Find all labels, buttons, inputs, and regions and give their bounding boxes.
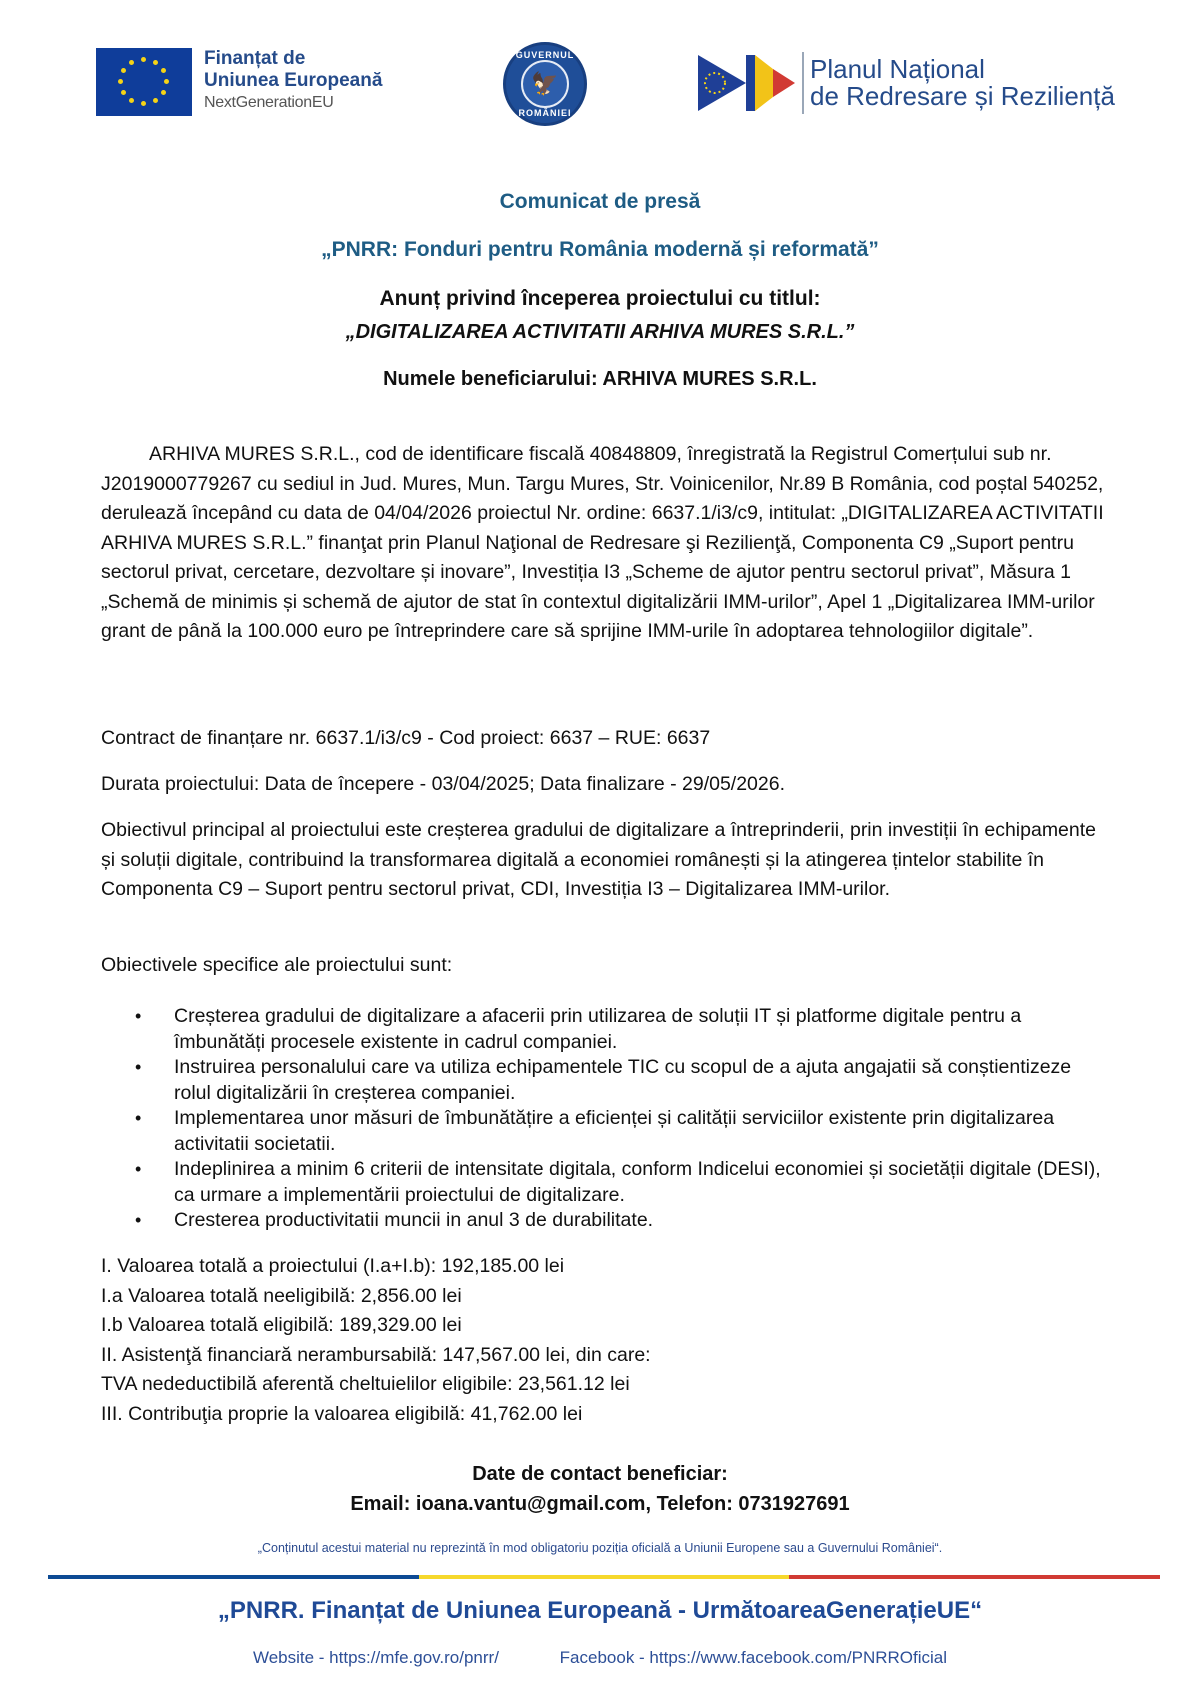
eu-disclaimer: „Conținutul acestui material nu reprezintă în mod obligatoriu poziția oficială a Uniunii Europene sau a Guvernului României“. [257,1541,943,1555]
gov-seal-bottom-text: ROMÂNIEI [518,108,572,118]
tricolor-divider [48,1575,1160,1579]
press-release-heading: Comunicat de presă [499,190,701,213]
footer-slogan: „PNRR. Finanțat de Uniunea Europeană - UrmătoareaGenerațieUE“ [217,1597,983,1624]
contact-heading: Date de contact beneficiar: [472,1463,728,1485]
eu-logo-line1: Finanțat de [204,48,306,69]
gov-seal-top-text: GUVERNUL [515,50,575,60]
website-link[interactable]: Website - https://mfe.gov.ro/pnrr/ [252,1648,499,1667]
total-value-line: I. Valoarea totală a proiectului (I.a+I.b): 192,185.00 lei [101,1255,565,1277]
facebook-link[interactable]: Facebook - https://www.facebook.com/PNRROficial [559,1648,948,1667]
objective-item: • Indeplinirea a minim 6 criterii de intensitate digitala, conform Indicelui economiei și societății digitale (DESI), ca urmare a implementării proiectului de digitalizare. [101,1157,1111,1208]
program-title: „PNRR: Fonduri pentru România modernă și reformată” [321,238,879,261]
pnrr-logo [698,52,1115,114]
specific-objectives-list [101,1004,1111,1234]
objective-item: • Implementarea unor măsuri de îmbunătățire a eficienței și calității serviciilor existente prin digitalizarea activitatii societatii. [101,1106,1111,1157]
announcement-heading: Anunț privind începerea proiectului cu titlul: [379,287,821,310]
pnrr-logo-line1: Planul Național [810,54,985,84]
pnrr-logo-divider [802,52,804,114]
main-objective-paragraph: Obiectivul principal al proiectului este creșterea gradului de digitalizare a întreprinderii, prin investiții în echipamente și soluții digitale, contribuind la transformarea digitală a economiei românești și la atingerea țintelor stabilite în Componenta C9 – Suport pentru sectorul privat, CDI, Investiția I3 – Digitalizarea IMM-urilor. [101,819,1097,900]
intro-paragraph: ARHIVA MURES S.R.L., cod de identificare fiscală 40848809, înregistrată la Registrul Comerțului sub nr. J2019000779267 cu sediul in Jud. Mures, Mun. Targu Mures, Str. Voinicenilor, Nr.89 B România, cod poștal 540252, derulează începând cu data de 04/04/2026 proiectul Nr. ordine: 6637.1/i3/c9, intitulat: „DIGITALIZAREA ACTIVITATII ARHIVA MURES S.R.L.” finanţat prin Planul Naţional de Redresare şi Rezilienţă, Componenta C9 „Suport pentru sectorul privat, cercetare, dezvoltare și inovare”, Investiția I3 „Scheme de ajutor pentru sectorul privat”, Măsura 1 „Schemă de minimis și schemă de ajutor de stat în contextul digitalizării IMM-urilor”, Apel 1 „Digitalizarea IMM-urilor grant de până la 100.000 euro pe întreprindere care să sprijine IMM-urile în adoptarea tehnologiilor digitale”. [101,443,1104,642]
objective-item: • Creșterea gradului de digitalizare a afacerii prin utilizarea de soluții IT și platforme digitale pentru a îmbunătăți procesele existente in cadrul companiei. [101,1004,1111,1055]
eu-funding-logo [96,48,382,116]
objective-item: • Cresterea productivitatii muncii in anul 3 de durabilitate. [101,1208,1111,1234]
own-contribution-line: III. Contribuţia proprie la valoarea eligibilă: 41,762.00 lei [101,1402,583,1425]
coat-of-arms-icon: 🦅 [521,60,569,108]
vat-value-line: TVA nedeductibilă aferentă cheltuielilor eligibile: 23,561.12 lei [101,1373,630,1395]
financial-summary [101,1252,901,1429]
eu-logo-line2: Uniunea Europeană [204,70,383,91]
footer-links [0,1648,1200,1668]
eligible-value-line: I.b Valoarea totală eligibilă: 189,329.00 lei [101,1314,462,1336]
romanian-government-seal [503,42,587,126]
pnrr-logo-line2: de Redresare și Reziliență [810,81,1115,111]
eu-logo-line3: NextGenerationEU [204,94,334,111]
project-title: „DIGITALIZAREA ACTIVITATII ARHIVA MURES S.R.L.” [345,321,855,343]
contact-details: Email: ioana.vantu@gmail.com, Telefon: 0731927691 [350,1493,850,1515]
contract-line: Contract de finanțare nr. 6637.1/i3/c9 - Cod proiect: 6637 – RUE: 6637 [101,727,711,749]
objective-item: • Instruirea personalului care va utiliza echipamentele TIC cu scopul de a ajuta angajatii să conștientizeze rolul digitalizării în creșterea companiei. [101,1055,1111,1106]
ineligible-value-line: I.a Valoarea totală neeligibilă: 2,856.00 lei [101,1284,462,1307]
duration-line: Durata proiectului: Data de începere - 03/04/2025; Data finalizare - 29/05/2026. [101,773,786,795]
specific-objectives-intro: Obiectivele specifice ale proiectului sunt: [101,954,453,976]
grant-value-line: II. Asistenţă financiară nerambursabilă: 147,567.00 lei, din care: [101,1343,651,1366]
eu-flag-icon [96,48,192,116]
beneficiary-name: Numele beneficiarului: ARHIVA MURES S.R.L. [383,368,817,390]
pnrr-arrows-icon [698,55,798,111]
